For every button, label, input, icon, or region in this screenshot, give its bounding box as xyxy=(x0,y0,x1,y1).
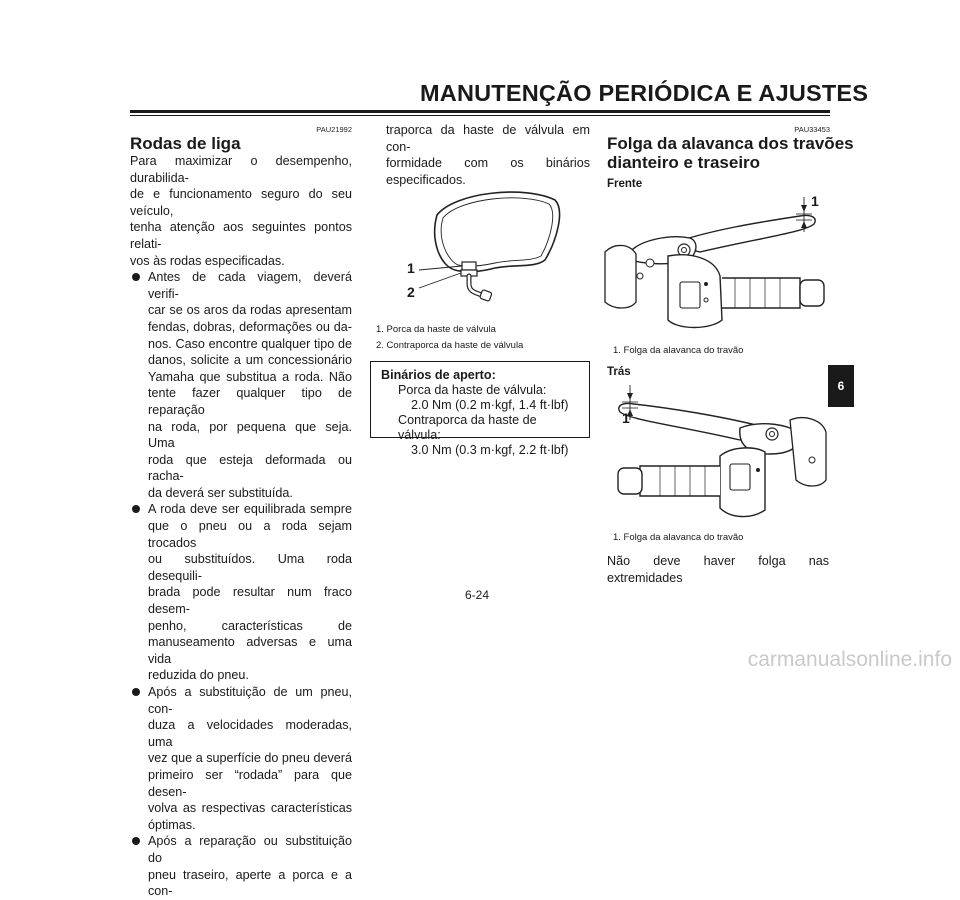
front-brake-lever-figure xyxy=(600,192,830,332)
bullet-line: duza a velocidades moderadas, uma xyxy=(148,718,352,749)
right-column-last-line xyxy=(607,553,829,586)
bullet-item xyxy=(130,501,352,684)
bullet-line: reduzida do pneu. xyxy=(148,668,249,683)
valve-stem-figure xyxy=(395,180,575,310)
bullet-item xyxy=(130,269,352,501)
figure-caption-1: 1. Porca da haste de válvula xyxy=(376,324,496,335)
bullet-line: brada pode resultar num fraco desem- xyxy=(148,585,352,617)
continuation-line: formidade com os binários xyxy=(386,156,590,171)
bullet-dot-icon xyxy=(132,505,140,513)
header-rule-thin xyxy=(130,115,830,116)
intro-line: vos às rodas especificadas. xyxy=(130,253,285,268)
bullet-line: da deverá ser substituída. xyxy=(148,485,293,500)
watermark: carmanualsonline.info xyxy=(747,648,952,671)
intro-line: Para maximizar o desempenho, durabilida- xyxy=(130,154,352,185)
bullet-line: na roda, por pequena que seja. Uma xyxy=(148,419,352,451)
heading-line: Folga da alavanca dos travões xyxy=(607,134,854,153)
page-header-title: MANUTENÇÃO PERIÓDICA E AJUSTES xyxy=(420,80,869,106)
rear-brake-lever-figure xyxy=(600,380,830,520)
intro-line: tenha atenção aos seguintes pontos relati- xyxy=(130,220,352,251)
figure-callout-2: 2 xyxy=(407,284,415,300)
bullet-line: tente fazer qualquer tipo de reparação xyxy=(148,386,352,417)
bullet-dot-icon xyxy=(132,273,140,281)
bullet-line: penho, características de xyxy=(148,618,352,633)
rear-label: Trás xyxy=(607,366,631,378)
section-heading: Rodas de liga xyxy=(130,134,241,153)
rear-figure-callout: 1 xyxy=(622,410,630,426)
bullet-line: Após a substituição de um pneu, con- xyxy=(148,685,352,716)
bullet-line: vez que a superfície do pneu deverá xyxy=(148,751,352,766)
front-figure-callout: 1 xyxy=(811,193,819,209)
section-code: PAU33453 xyxy=(794,125,830,134)
bullet-line: ou substituídos. Uma roda desequili- xyxy=(148,552,352,583)
bullet-line: volva as respectivas características xyxy=(148,801,352,816)
bullet-line: Antes de cada viagem, deverá verifi- xyxy=(148,270,352,301)
heading-line: dianteiro e traseiro xyxy=(607,153,761,172)
figure-caption-2: 2. Contraporca da haste de válvula xyxy=(376,340,524,351)
torque-item2-value: 3.0 Nm (0.3 m·kgf, 2.2 ft·lbf) xyxy=(411,443,569,457)
section-heading xyxy=(607,134,854,172)
bullet-dot-icon xyxy=(132,837,140,845)
torque-item2-label: Contraporca da haste de válvula: xyxy=(398,413,537,442)
bullet-line: car se os aros da rodas apresentam xyxy=(148,303,352,318)
body-line: Não deve haver folga nas extremidades xyxy=(607,554,829,585)
torque-title: Binários de aperto: xyxy=(381,368,496,382)
bullet-line: pneu traseiro, aperte a porca e a con- xyxy=(148,867,352,899)
bullet-line: nos. Caso encontre qualquer tipo de xyxy=(148,336,352,351)
bullet-line: óptimas. xyxy=(148,817,196,832)
continuation-line: traporca da haste de válvula em con- xyxy=(386,123,590,154)
left-column-text xyxy=(130,153,352,900)
bullet-line: danos, solicite a um concessionário xyxy=(148,353,352,368)
bullet-dot-icon xyxy=(132,688,140,696)
front-label: Frente xyxy=(607,178,643,190)
bullet-item xyxy=(130,684,352,833)
bullet-line: A roda deve ser equilibrada sempre xyxy=(148,502,352,517)
figure-callout-1: 1 xyxy=(407,260,415,276)
section-code: PAU21992 xyxy=(316,125,352,134)
header-rule xyxy=(130,110,830,113)
middle-continuation-text xyxy=(386,122,590,188)
bullet-item xyxy=(130,833,352,899)
continuation-line: especificados. xyxy=(386,172,466,187)
chapter-tab: 6 xyxy=(828,365,854,407)
page-number: 6-24 xyxy=(464,588,490,602)
torque-item1-value: 2.0 Nm (0.2 m·kgf, 1.4 ft·lbf) xyxy=(411,398,569,412)
bullet-line: Yamaha que substitua a roda. Não xyxy=(148,369,352,384)
bullet-line: Após a reparação ou substituição do xyxy=(148,834,352,865)
bullet-line: fendas, dobras, deformações ou da- xyxy=(148,319,352,334)
rear-figure-caption: 1. Folga da alavanca do travão xyxy=(613,532,744,543)
bullet-line: que o pneu ou a roda sejam trocados xyxy=(148,519,352,550)
bullet-line: manuseamento adversas e uma vida xyxy=(148,635,352,666)
torque-item1-label: Porca da haste de válvula: xyxy=(398,383,547,397)
intro-line: de e funcionamento seguro do seu veículo, xyxy=(130,187,352,218)
front-figure-caption: 1. Folga da alavanca do travão xyxy=(613,345,744,356)
bullet-line: roda que esteja deformada ou racha- xyxy=(148,452,352,484)
torque-spec-box xyxy=(370,361,590,457)
bullet-line: primeiro ser “rodada” para que desen- xyxy=(148,767,352,799)
